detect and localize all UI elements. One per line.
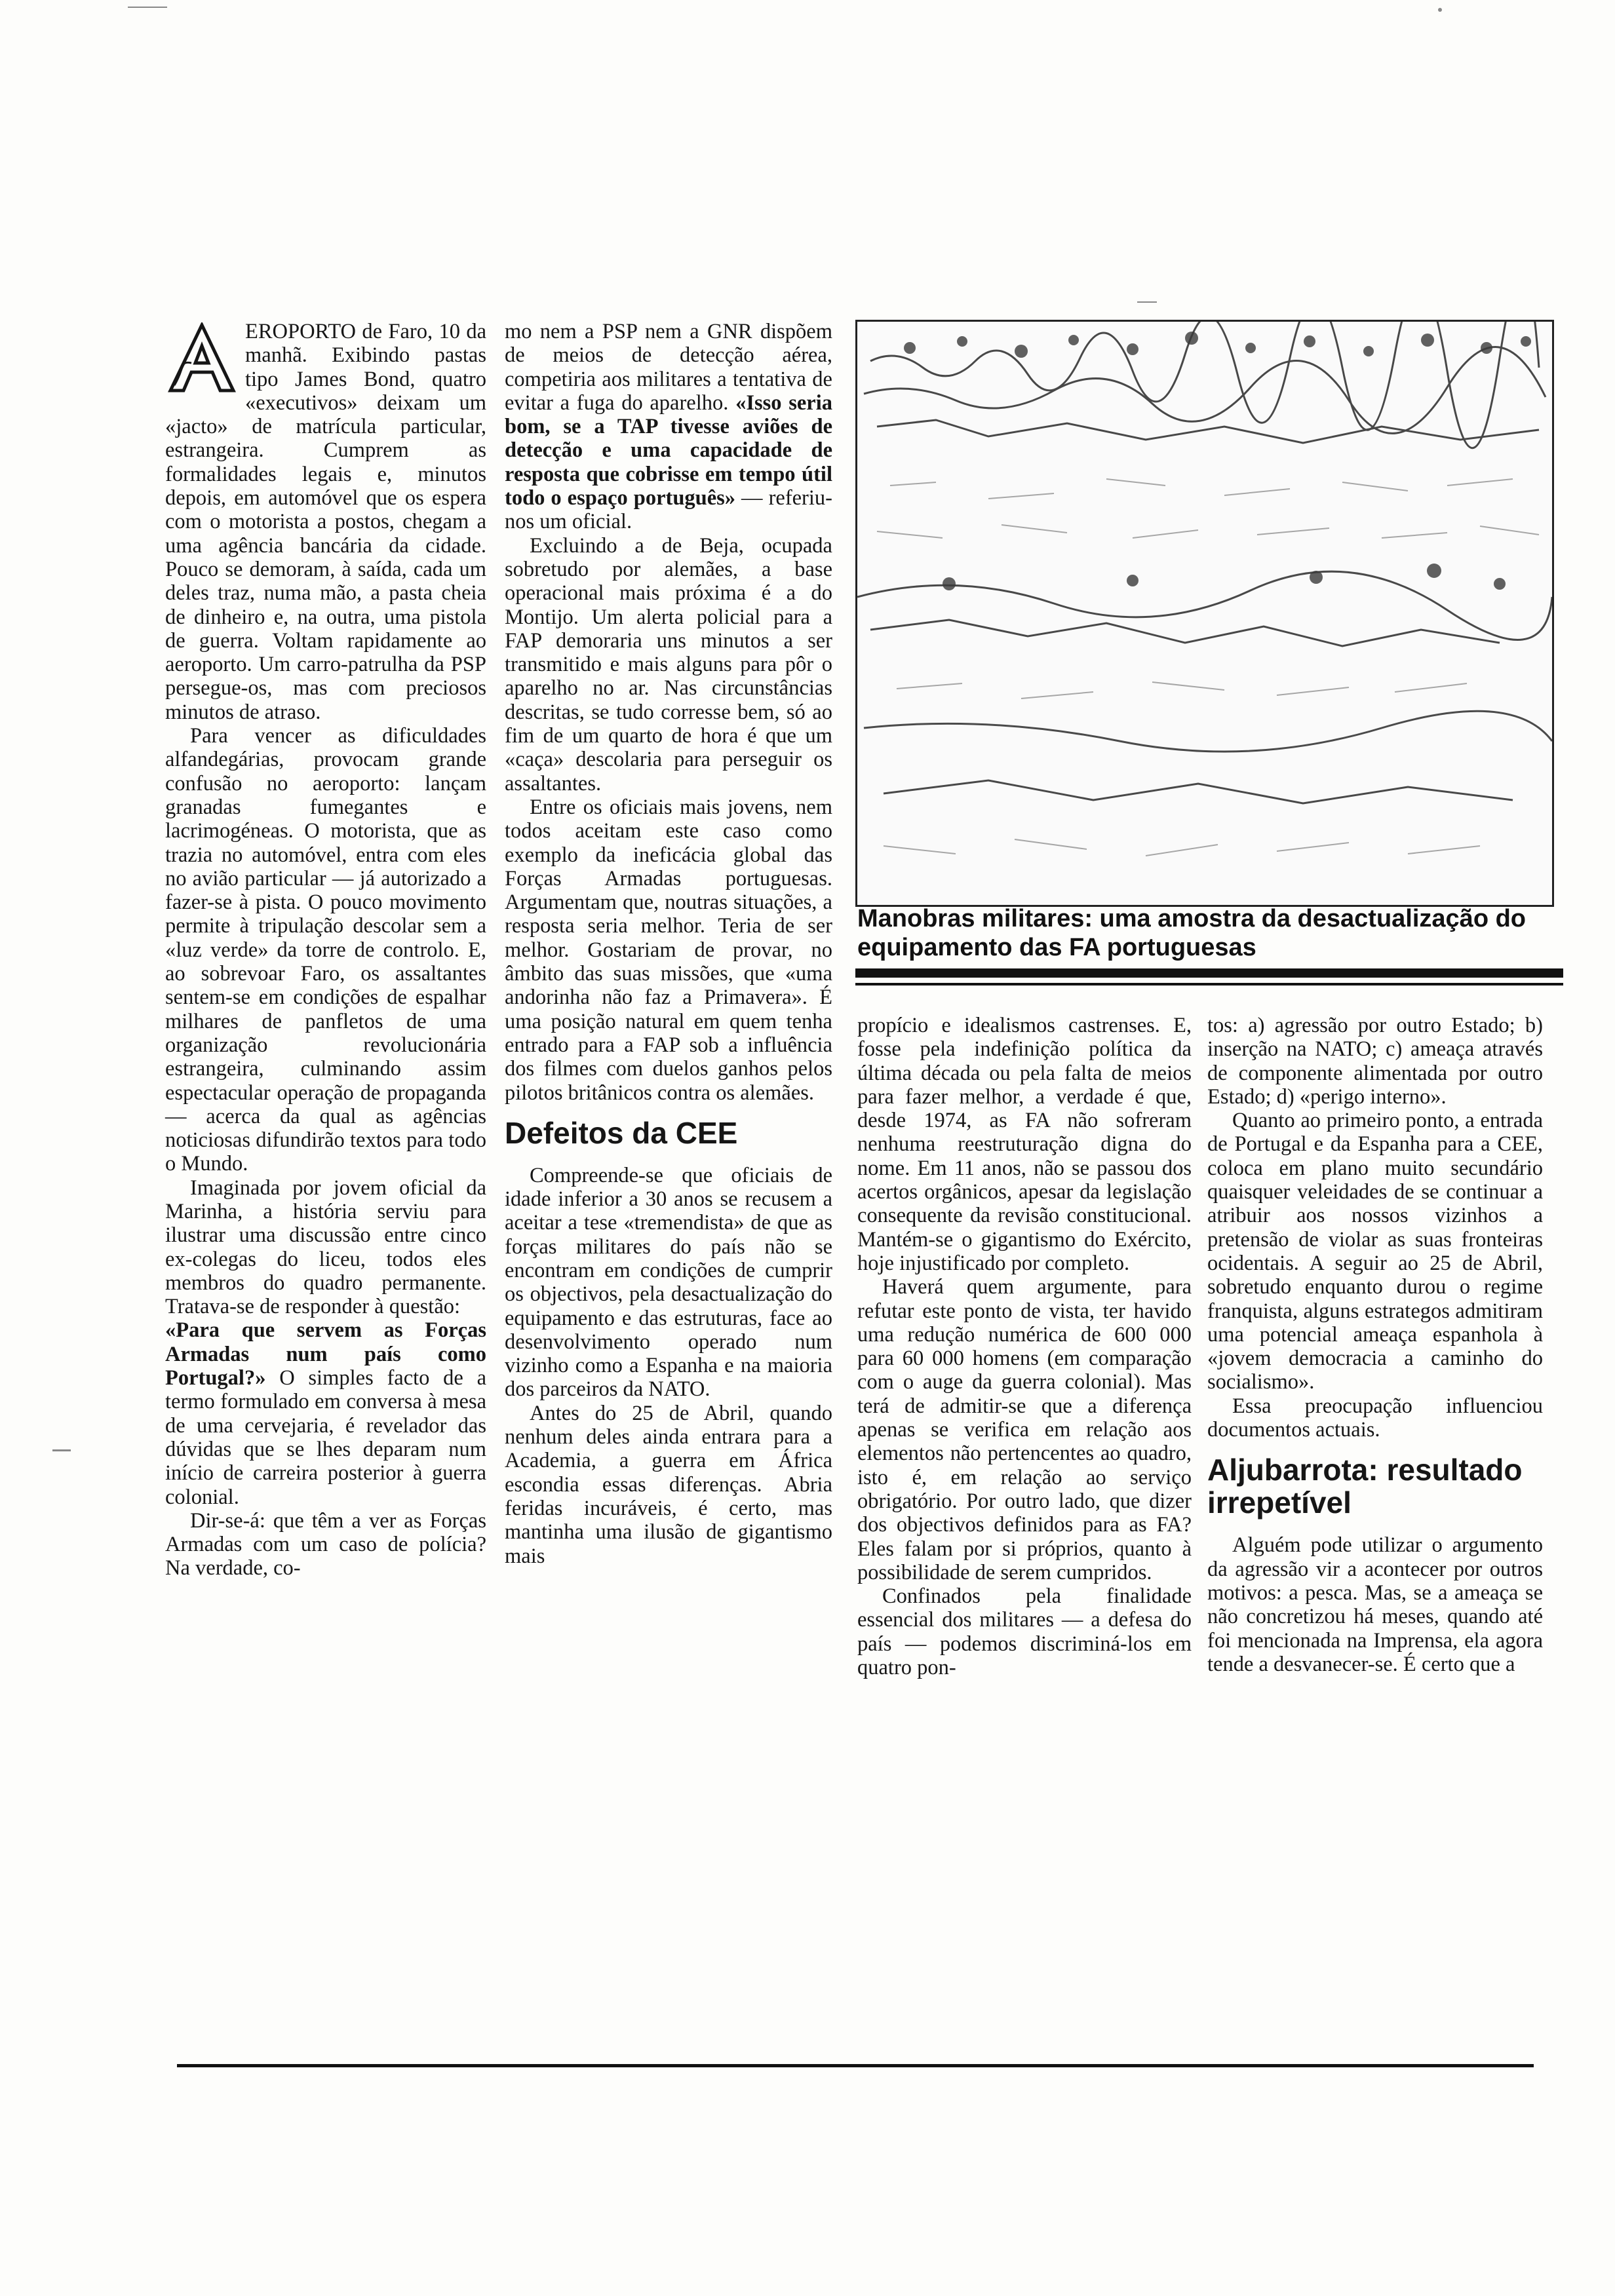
article-column-3 bbox=[857, 1014, 1192, 1679]
paragraph: mo nem a PSP nem a GNR dispõem de meios de detecção aérea, competiria aos militares a tentativa de evitar a fuga do aparelho. bbox=[505, 320, 832, 415]
scan-speck bbox=[1438, 8, 1442, 12]
paragraph: EROPORTO de Faro, 10 da manhã. Exibindo pastas tipo James Bond, quatro «executivos» deixam um «jacto» de matrícula particular, estrangeira. Cumprem as formalidades legais e, minutos depois, em automóvel que os espera com o motorista a postos, chegam a uma agência bancária da cidade. Pouco se demoram, à saída, cada um deles traz, numa mão, a pasta cheia de dinheiro e, na outra, uma pistola de guerra. Voltam rapidamente ao aeroporto. Um carro-patrulha da PSP persegue-os, mas com preciosos minutos de atraso. bbox=[165, 320, 486, 724]
photo-image bbox=[857, 322, 1552, 905]
section-divider-thin bbox=[855, 983, 1563, 985]
scan-speck bbox=[128, 7, 167, 8]
paragraph: Dir-se-á: que têm a ver as Forças Armadas com um caso de polícia? Na verdade, co- bbox=[165, 1508, 486, 1580]
dropcap-a-icon bbox=[165, 322, 239, 394]
paragraph: Antes do 25 de Abril, quando nenhum deles ainda entrara para a Academia, a guerra em África escondia essas diferenças. Abria feridas incuráveis, é certo, mas mantinha uma ilusão de gigantismo mais bbox=[505, 1401, 832, 1568]
paragraph: Essa preocupação influenciou documentos actuais. bbox=[1207, 1394, 1543, 1442]
paragraph: Imaginada por jovem oficial da Marinha, a história serviu para ilustrar uma discussão entre cinco ex-colegas do liceu, todos eles membros do quadro permanente. Tratava-se de responder à questão: bbox=[165, 1176, 486, 1319]
bold-question: «Para que servem as Forças Armadas num país como Portugal?» bbox=[165, 1318, 486, 1390]
photo-caption: Manobras militares: uma amostra da desactualização do equipamento das FA portuguesas bbox=[857, 905, 1527, 961]
paragraph: Entre os oficiais mais jovens, nem todos aceitam este caso como exemplo da ineficácia global das Forças Armadas portuguesas. Argumentam que, noutras situações, a resposta seria melhor. Teria de ser melhor. Gostariam de provar, no âmbito das suas missões, que «uma andorinha não faz a Primavera». É uma posição natural em quem tenha entrado para a FAP sob a influência dos filmes com duelos ganhos pelos pilotos britânicos contra os alemães. bbox=[505, 795, 832, 1105]
paragraph: Alguém pode utilizar o argumento da agressão vir a acontecer por outros motivos: a pesca. Mas, se a ameaça se não concretizou há meses, quando até foi mencionada na Imprensa, ela agora tende a desvanecer-se. É certo que a bbox=[1207, 1533, 1543, 1676]
scan-speck bbox=[1137, 301, 1157, 303]
paragraph: tos: a) agressão por outro Estado; b) inserção na NATO; c) ameaça através de componente alimentada por outro Estado; d) «perigo interno». bbox=[1207, 1014, 1543, 1109]
bold-quote: «Isso seria bom, se a TAP tivesse aviões de detecção e uma capacidade de resposta que cobrisse em tempo útil todo o espaço português» bbox=[505, 391, 832, 510]
paragraph: Para vencer as dificuldades alfandegárias, provocam grande confusão no aeroporto: lançam granadas fumegantes e lacrimogéneas. O motorista, que as trazia no automóvel, entra com eles no avião particular — já autorizado a fazer-se à pista. O pouco movimento permite à tripulação descolar sem a «luz verde» da torre de controlo. E, ao sobrevoar Faro, os assaltantes sentem-se em condições de espalhar milhares de panfletos de uma organização revolucionária estrangeira, culminando assim espectacular operação de propaganda — acerca da qual as agências noticiosas difundirão textos para todo o Mundo. bbox=[165, 724, 486, 1176]
section-heading: Aljubarrota: resultado irrepetível bbox=[1207, 1453, 1523, 1520]
paragraph-continuation: — referiu-nos um oficial. bbox=[505, 486, 832, 534]
paragraph: Excluindo a de Beja, ocupada sobretudo por alemães, a base operacional mais próxima é a do Montijo. Um alerta policial para a FAP demoraria uns minutos a ser transmitido e mais alguns para pôr o aparelho no ar. Nas circunstâncias descritas, se tudo corresse bem, só ao fim de um quarto de hora é que um «caça» descolaria para perseguir os assaltantes. bbox=[505, 533, 832, 795]
scan-speck bbox=[52, 1449, 71, 1451]
article-column-1 bbox=[165, 320, 486, 1580]
photo-military-maneuvers bbox=[855, 320, 1554, 907]
paragraph: Haverá quem argumente, para refutar este ponto de vista, ter havido uma redução numérica de 600 000 para 60 000 homens (em comparação com o auge da guerra colonial). Mas terá de admitir-se que a diferença apenas se verifica em relação aos elementos não pertencentes ao quadro, isto é, em relação ao serviço obrigatório. Por outro lado, que dizer dos objectivos definidos para as FA? Eles falam por si próprios, quanto à possibilidade de serem cumpridos. bbox=[857, 1275, 1192, 1584]
section-heading: Defeitos da CEE bbox=[505, 1115, 738, 1150]
paragraph: Confinados pela finalidade essencial dos militares — a defesa do país — podemos discriminá-los em quatro pon- bbox=[857, 1584, 1192, 1680]
paragraph: Compreende-se que oficiais de idade inferior a 30 anos se recusem a aceitar a tese «tremendista» de que as forças militares do país não se encontram em condições de cumprir os objectivos, pela desactualização do equipamento e das estruturas, face ao desenvolvimento operado num vizinho como a Espanha e na maioria dos parceiros da NATO. bbox=[505, 1163, 832, 1402]
article-column-2 bbox=[505, 320, 832, 1568]
paragraph-continuation: O simples facto de a termo formulado em conversa à mesa de uma cervejaria, é revelador das dúvidas que se lhes deparam num início de carreira posterior à guerra colonial. bbox=[165, 1366, 486, 1509]
section-divider bbox=[855, 968, 1563, 978]
article-column-4 bbox=[1207, 1014, 1543, 1676]
paragraph: Quanto ao primeiro ponto, a entrada de Portugal e da Espanha para a CEE, coloca em plano muito secundário quaisquer veleidades de se continuar a atribuir aos nossos vizinhos a pretensão de violar as suas fronteiras ocidentais. A seguir ao 25 de Abril, sobretudo enquanto durou o regime franquista, alguns estrategos admitiram uma potencial ameaça espanhola à «jovem democracia a caminho do socialismo». bbox=[1207, 1109, 1543, 1394]
paragraph: propício e idealismos castrenses. E, fosse pela indefinição política da última década ou pela falta de meios para fazer melhor, a verdade é que, desde 1974, as FA não sofreram nenhuma reestruturação digna do nome. Em 11 anos, não se passou dos acertos orgânicos, apesar da legislação consequente da revisão constitucional. Mantém-se o gigantismo do Exército, hoje injustificado por completo. bbox=[857, 1014, 1192, 1275]
bottom-rule bbox=[177, 2064, 1534, 2067]
